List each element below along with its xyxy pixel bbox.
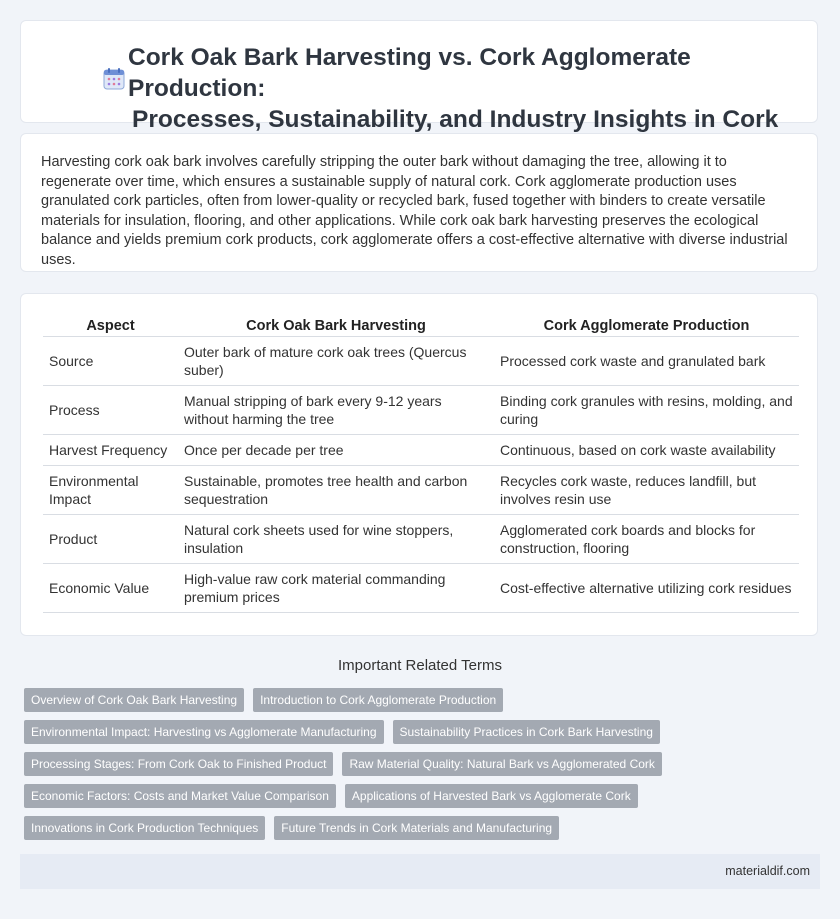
tag-row	[24, 816, 824, 840]
comparison-table	[43, 314, 799, 613]
related-term-tag[interactable]: Future Trends in Cork Materials and Manufacturing	[274, 816, 559, 840]
page-title-line-2: Processes, Sustainability, and Industry Insights in Cork	[132, 106, 779, 133]
page-title	[120, 42, 780, 135]
header-harvesting: Cork Oak Bark Harvesting	[178, 314, 494, 337]
tag-row	[24, 720, 824, 744]
row-harvesting: Natural cork sheets used for wine stoppers, insulation	[178, 515, 494, 564]
related-term-tag[interactable]: Sustainability Practices in Cork Bark Harvesting	[393, 720, 660, 744]
row-aspect: Source	[43, 337, 178, 386]
row-harvesting: Sustainable, promotes tree health and carbon sequestration	[178, 466, 494, 515]
table-row	[43, 564, 799, 613]
table-row	[43, 466, 799, 515]
row-aspect: Process	[43, 386, 178, 435]
page-title-line-1: Cork Oak Bark Harvesting vs. Cork Agglomerate Production:	[128, 44, 691, 102]
related-terms-heading: Important Related Terms	[338, 657, 502, 674]
row-harvesting: High-value raw cork material commanding premium prices	[178, 564, 494, 613]
related-term-tag[interactable]: Environmental Impact: Harvesting vs Agglomerate Manufacturing	[24, 720, 384, 744]
tag-row	[24, 752, 824, 776]
comparison-card	[20, 293, 818, 636]
row-harvesting: Outer bark of mature cork oak trees (Quercus suber)	[178, 337, 494, 386]
related-term-tag[interactable]: Introduction to Cork Agglomerate Production	[253, 688, 503, 712]
row-aspect: Economic Value	[43, 564, 178, 613]
row-agglomerate: Binding cork granules with resins, molding, and curing	[494, 386, 799, 435]
row-agglomerate: Cost-effective alternative utilizing cork residues	[494, 564, 799, 613]
table-row	[43, 435, 799, 466]
row-harvesting: Once per decade per tree	[178, 435, 494, 466]
related-term-tag[interactable]: Applications of Harvested Bark vs Agglomerate Cork	[345, 784, 638, 808]
intro-paragraph: Harvesting cork oak bark involves carefully stripping the outer bark without damaging the tree, allowing it to regenerate over time, which ensures a sustainable supply of natural cork. Cork agglomerate production uses granulated cork particles, often from lower-quality or recycled bark, fused together with binders to create versatile materials for insulation, flooring, and other applications. While cork oak bark harvesting preserves the ecological balance and yields premium cork products, cork agglomerate offers a cost-effective alternative with diverse industrial uses.	[41, 154, 788, 268]
row-harvesting: Manual stripping of bark every 9-12 years without harming the tree	[178, 386, 494, 435]
site-credit: materialdif.com	[725, 864, 810, 878]
table-row	[43, 386, 799, 435]
related-term-tag[interactable]: Economic Factors: Costs and Market Value Comparison	[24, 784, 336, 808]
row-agglomerate: Continuous, based on cork waste availability	[494, 435, 799, 466]
tag-row	[24, 688, 824, 712]
row-agglomerate: Processed cork waste and granulated bark	[494, 337, 799, 386]
tag-row	[24, 784, 824, 808]
table-header-row	[43, 314, 799, 337]
table-row	[43, 337, 799, 386]
related-term-tag[interactable]: Overview of Cork Oak Bark Harvesting	[24, 688, 244, 712]
row-aspect: Environmental Impact	[43, 466, 178, 515]
table-row	[43, 515, 799, 564]
row-agglomerate: Recycles cork waste, reduces landfill, but involves resin use	[494, 466, 799, 515]
related-terms-list	[24, 688, 824, 848]
related-term-tag[interactable]: Raw Material Quality: Natural Bark vs Agglomerated Cork	[342, 752, 661, 776]
related-term-tag[interactable]: Innovations in Cork Production Techniques	[24, 816, 265, 840]
row-aspect: Product	[43, 515, 178, 564]
row-aspect: Harvest Frequency	[43, 435, 178, 466]
row-agglomerate: Agglomerated cork boards and blocks for construction, flooring	[494, 515, 799, 564]
header-aspect: Aspect	[43, 314, 178, 337]
footer	[20, 854, 820, 889]
header-agglomerate: Cork Agglomerate Production	[494, 314, 799, 337]
intro-card	[20, 133, 818, 272]
related-term-tag[interactable]: Processing Stages: From Cork Oak to Finished Product	[24, 752, 333, 776]
